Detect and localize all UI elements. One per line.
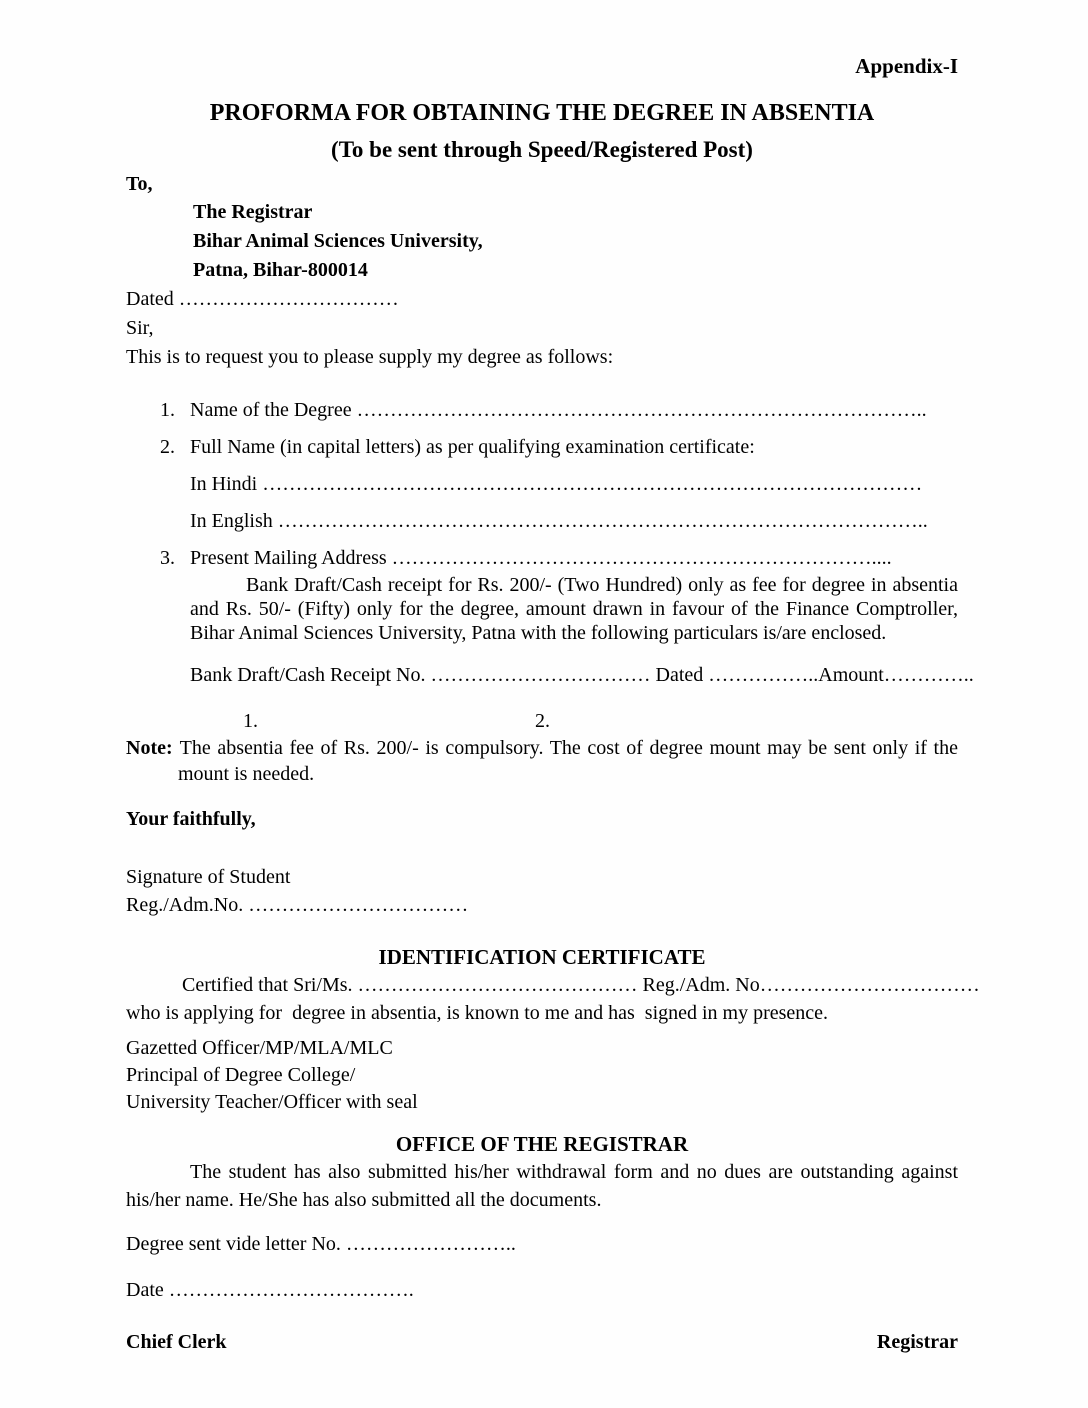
signature-footer-row	[126, 1328, 958, 1356]
list-item-number: 3.	[160, 547, 175, 569]
attestor-line-university-teacher: University Teacher/Officer with seal	[126, 1091, 418, 1113]
list-item-mailing-address	[160, 546, 958, 570]
request-intro: This is to request you to please supply my degree as follows:	[126, 346, 614, 368]
note-label: Note:	[126, 737, 173, 759]
document-subtitle: (To be sent through Speed/Registered Post)	[331, 137, 753, 162]
attestor-line-gazetted-officer: Gazetted Officer/MP/MLA/MLC	[126, 1037, 393, 1059]
attestor-line-principal: Principal of Degree College/	[126, 1064, 356, 1086]
reg-no-blank-line: Reg./Adm.No. ……………………………	[126, 894, 469, 916]
office-paragraph: The student has also submitted his/her withdrawal form and no dues are outstanding against his/her name. He/She has also submitted all the documents.	[126, 1161, 958, 1211]
in-english-blank-line: In English ……………………………………………………………………………………..	[190, 510, 928, 532]
receipt-blank-line: Bank Draft/Cash Receipt No. …………………………… Dated ……………..Amount…………..	[190, 664, 974, 686]
salutation: Sir,	[126, 317, 154, 339]
degree-sent-blank-line: Degree sent vide letter No. ……………………..	[126, 1233, 516, 1255]
enclosure-number-1: 1.	[243, 710, 258, 732]
enclosure-row	[126, 709, 958, 733]
identification-certificate-heading: IDENTIFICATION CERTIFICATE	[378, 945, 706, 969]
recipient-line-registrar: The Registrar	[193, 201, 313, 223]
date-blank-line: Date ……………………………….	[126, 1279, 414, 1301]
request-list	[160, 398, 958, 570]
to-label: To,	[126, 173, 153, 195]
list-item-full-name	[160, 435, 958, 459]
list-item-text: Full Name (in capital letters) as per qualifying examination certificate:	[190, 436, 755, 458]
chief-clerk-label: Chief Clerk	[126, 1331, 227, 1353]
note-text: The absentia fee of Rs. 200/- is compulsory. The cost of degree mount may be sent only if the mount is needed.	[178, 737, 958, 785]
list-item-text: Present Mailing Address ………………………………………………………………....	[190, 547, 892, 569]
enclosure-number-2: 2.	[535, 710, 550, 732]
office-of-registrar-heading: OFFICE OF THE REGISTRAR	[395, 1132, 689, 1156]
fee-paragraph: Bank Draft/Cash receipt for Rs. 200/- (Two Hundred) only as fee for degree in absentia and Rs. 50/- (Fifty) only for the degree, amount drawn in favour of the Finance Comptroller, Bihar Animal Sciences University, Patna with the following particulars is/are enclosed.	[190, 574, 958, 644]
closing-valediction: Your faithfully,	[126, 808, 256, 830]
document-title: PROFORMA FOR OBTAINING THE DEGREE IN ABSENTIA	[209, 100, 875, 126]
signature-label: Signature of Student	[126, 866, 291, 888]
list-item-number: 1.	[160, 399, 175, 421]
in-hindi-blank-line: In Hindi ………………………………………………………………………………………	[190, 473, 923, 495]
recipient-line-address: Patna, Bihar-800014	[193, 259, 368, 281]
list-item-degree-name	[160, 398, 958, 422]
appendix-label: Appendix-I	[855, 54, 958, 78]
recipient-line-university: Bihar Animal Sciences University,	[193, 230, 483, 252]
certification-line-1: Certified that Sri/Ms. …………………………………… Reg./Adm. No……………………………	[182, 974, 980, 996]
list-item-text: Name of the Degree …………………………………………………………………………..	[190, 399, 927, 421]
attestor-list	[126, 1035, 958, 1116]
dated-blank-line: Dated ……………………………	[126, 288, 399, 310]
note-paragraph	[126, 735, 958, 787]
list-item-number: 2.	[160, 436, 175, 458]
registrar-label: Registrar	[876, 1331, 958, 1353]
certification-line-2: who is applying for degree in absentia, is known to me and has signed in my presence.	[126, 1002, 829, 1024]
